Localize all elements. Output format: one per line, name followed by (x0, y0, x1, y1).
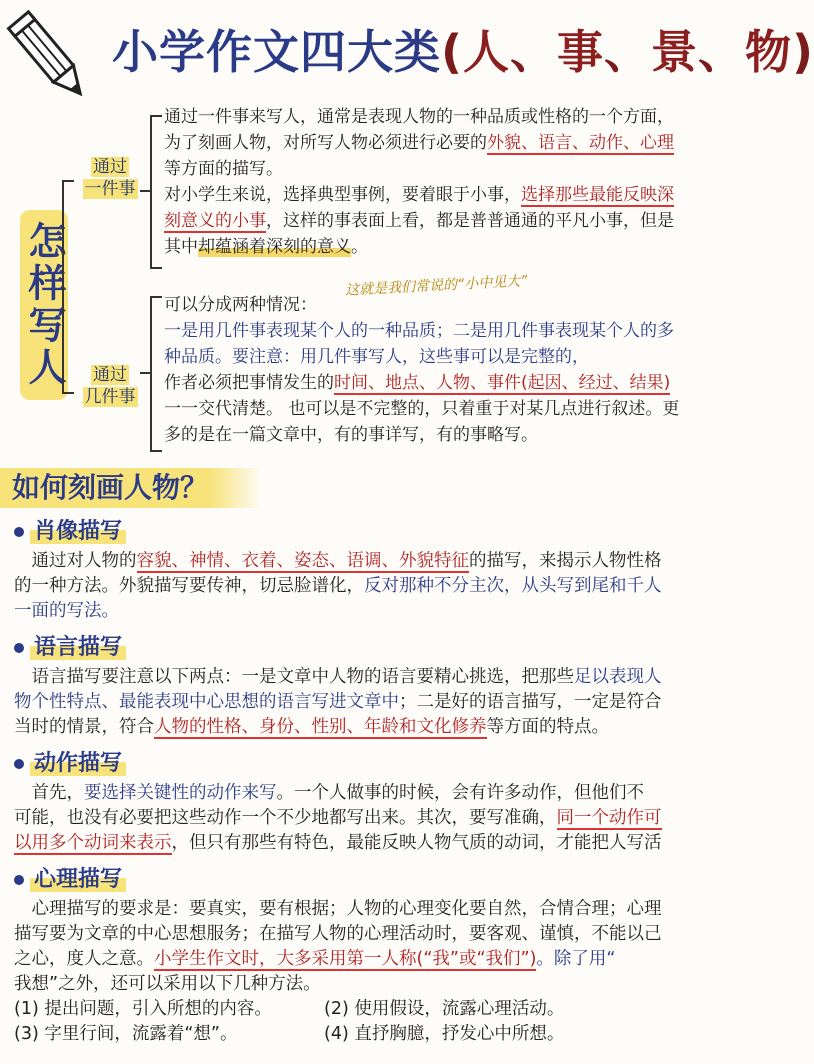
branch-label: 几件事 (84, 387, 136, 407)
highlight-text: 人物的性格、身份、性别、年龄和文化修养 (154, 717, 487, 737)
highlight-text: 选择那些最能反映深 (521, 185, 674, 205)
text-line: 多的是在一篇文章中，有的事详写，有的事略写。 (164, 425, 538, 445)
text: 反对那种不分主次，从头写到尾和千人 (364, 576, 662, 596)
header (0, 0, 814, 100)
text-line: 其中 (164, 237, 198, 257)
title-main: 小学作文四大类 (112, 25, 441, 79)
text-line: ，这样的事表面上看，都是普普通通的平凡小事，但是 (266, 211, 674, 231)
title-paren-open: ( (441, 25, 464, 79)
text: 可能，也没有必要把这些动作一个不少地都写出来。其次，要写准确， (14, 808, 557, 828)
text-line: 为了刻画人物，对所写人物必须进行必要的 (164, 133, 487, 153)
brace-one-event (150, 115, 162, 269)
branch-multiple-events (76, 364, 144, 408)
text: 心理描写的要求是：要真实，要有根据；人物的心理变化要自然，合情合理；心理 (14, 899, 662, 919)
highlight-text: 刻意义的小事 (164, 211, 266, 231)
handwritten-note: 这就是我们常说的“小中见大” (344, 273, 528, 299)
text-line: 。 (351, 237, 368, 257)
text: 要选择关键性的动作来写 (84, 783, 277, 803)
one-event-text (164, 104, 794, 260)
highlight-text: 时间、地点、人物、事件(起因、经过、结果) (334, 373, 671, 393)
text-line: 一是用几件事表现某个人的一种品质；二是用几件事表现某个人的多 (164, 321, 674, 341)
subheading-label: 肖像描写 (30, 519, 126, 544)
text-line: 种品质。要注意：用几件事写人，这些事可以是完整的， (164, 347, 589, 367)
bullet-icon (14, 643, 24, 653)
subheading-language (14, 634, 126, 662)
text: 我想”之外，还可以采用以下几种方法。 (14, 974, 321, 994)
multiple-events-text (164, 292, 794, 448)
brace-multiple-events (150, 296, 162, 452)
text: 首先， (14, 783, 84, 803)
branch-label: 一件事 (84, 179, 136, 199)
bullet-icon (14, 527, 24, 537)
text: 物个性特点、最能表现中心思想的语言写进文章中 (14, 692, 399, 712)
text: 。一个人做事的时候，会有许多动作，但他们不 (276, 783, 644, 803)
page-title (112, 16, 814, 82)
title-sep: 、 (604, 25, 652, 79)
method-item: (2) 使用假设，流露心理活动。 (324, 999, 565, 1019)
action-paragraph (14, 781, 789, 856)
bullet-icon (14, 759, 24, 769)
subheading-action (14, 750, 126, 778)
subheading-label: 语言描写 (30, 635, 126, 660)
title-jing: 景 (651, 25, 699, 79)
text-line: 通过一件事来写人，通常是表现人物的一种品质或性格的一个方面， (164, 107, 674, 127)
section-title: 如何刻画人物？ (0, 468, 262, 508)
subheading-portrait (14, 518, 126, 546)
highlight-text: 同一个动作可 (556, 808, 662, 828)
title-paren-close: ) (792, 25, 814, 79)
text: 语言描写要注意以下两点：一是文章中人物的语言要精心挑选，把那些 (14, 667, 574, 687)
text-line: 一一交代清楚。 也可以是不完整的，只着重于对某几点进行叙述。更 (164, 399, 680, 419)
text: 描写要为文章的中心思想服务；在描写人物的心理活动时，要客观、谨慎，不能以己 (14, 924, 662, 944)
branch-label: 通过 (93, 157, 127, 177)
text: 当时的情景，符合 (14, 717, 154, 737)
method-item: (1) 提出问题，引入所想的内容。 (14, 999, 272, 1019)
text: 一面的写法。 (14, 601, 119, 621)
psychology-paragraph (14, 897, 789, 1047)
outer-brace (62, 180, 74, 394)
text-line: 作者必须把事情发生的 (164, 373, 334, 393)
highlight-text: 小学生作文时，大多采用第一人称(“我”或“我们”) (154, 949, 537, 969)
method-item: (3) 字里行间，流露着“想”。 (14, 1024, 238, 1044)
title-ren: 人 (463, 25, 511, 79)
highlight-text: 以用多个动词来表示 (14, 833, 172, 853)
text: 等方面的特点。 (486, 717, 609, 737)
branch-one-event (76, 156, 144, 200)
text: ，但只有那些有特色，最能反映人物气质的动词，才能把人写活 (171, 833, 662, 853)
text: 通过对人物的 (14, 551, 137, 571)
method-item: (4) 直抒胸臆，抒发心中所想。 (324, 1024, 565, 1044)
title-shi: 事 (557, 25, 605, 79)
bullet-icon (14, 875, 24, 885)
highlight-text: 容貌、神情、衣着、姿态、语调、外貌特征 (136, 551, 469, 571)
pencil-icon (6, 4, 106, 104)
text: 的一种方法。外貌描写要传神，切忌脸谱化， (14, 576, 364, 596)
subheading-label: 动作描写 (30, 751, 126, 776)
highlight-text: 却蕴涵着深刻的意义 (198, 237, 351, 257)
subheading-psychology (14, 866, 126, 894)
text: 之心，度人之意。 (14, 949, 154, 969)
title-wu: 物 (745, 25, 793, 79)
language-paragraph (14, 665, 789, 740)
title-sep: 、 (698, 25, 746, 79)
text: 。除了用“ (536, 949, 616, 969)
title-sep: 、 (510, 25, 558, 79)
text-line: 等方面的描写。 (164, 159, 283, 179)
highlight-text: 外貌、语言、动作、心理 (487, 133, 674, 153)
text-line: 可以分成两种情况： (164, 295, 317, 315)
portrait-paragraph (14, 549, 789, 624)
text-line: 对小学生来说，选择典型事例，要着眼于小事， (164, 185, 521, 205)
subheading-label: 心理描写 (30, 867, 126, 892)
branch-label: 通过 (93, 365, 127, 385)
text: ；二是好的语言描写，一定是符合 (399, 692, 662, 712)
text: 的描写，来揭示人物性格 (469, 551, 662, 571)
text: 足以表现人 (574, 667, 662, 687)
side-label: 怎样写人 (20, 210, 68, 400)
